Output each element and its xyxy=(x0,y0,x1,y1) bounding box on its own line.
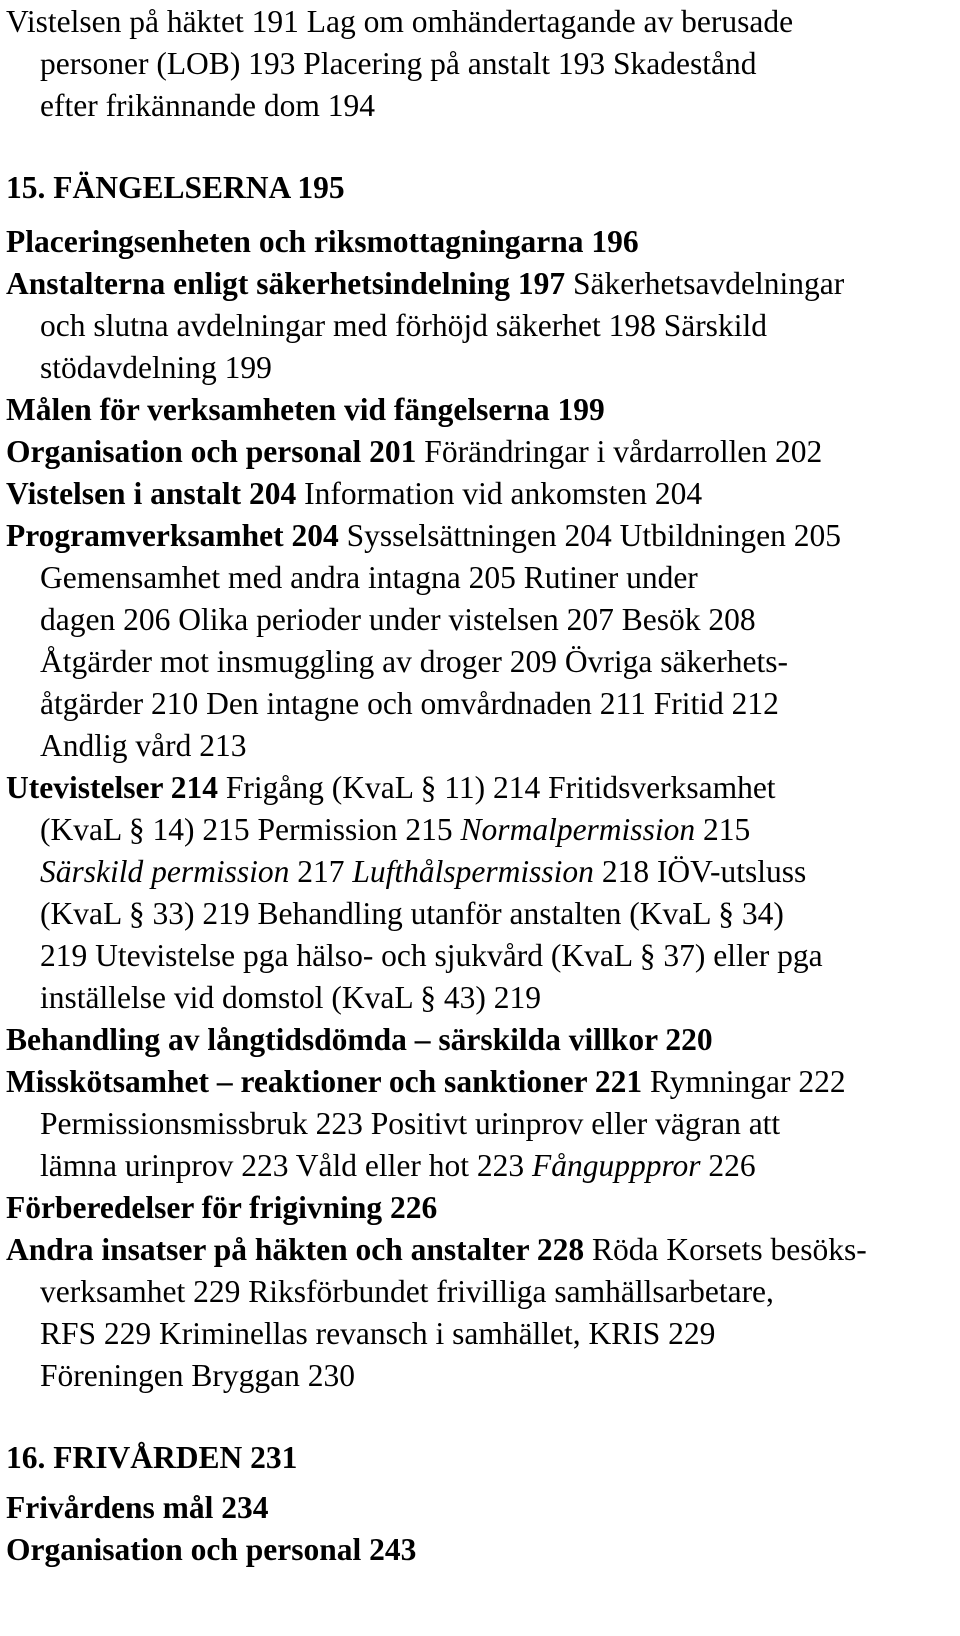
toc-text: (KvaL § 14) 215 Permission 215 xyxy=(40,812,461,847)
toc-entry-line xyxy=(6,474,702,514)
toc-heading-text: Misskötsamhet – reaktioner och sanktioner 221 xyxy=(6,1064,643,1099)
toc-text: Permissionsmissbruk 223 Positivt urinprov eller vägran att xyxy=(40,1106,781,1141)
toc-continuation-line xyxy=(40,1146,756,1186)
toc-italic-text: Fångupppror xyxy=(531,1148,701,1183)
toc-continuation-line xyxy=(40,642,788,682)
toc-text: 217 xyxy=(289,854,353,889)
toc-text: personer (LOB) 193 Placering på anstalt 193 Skadestånd xyxy=(40,46,757,81)
toc-heading-text: Förberedelser för frigivning 226 xyxy=(6,1190,438,1225)
toc-entry-line xyxy=(6,768,776,808)
toc-entry-line xyxy=(6,1438,297,1478)
toc-entry-line xyxy=(6,168,345,208)
toc-continuation-line xyxy=(40,852,806,892)
toc-text: och slutna avdelningar med förhöjd säkerhet 198 Särskild xyxy=(40,308,767,343)
toc-heading-text: Vistelsen i anstalt 204 xyxy=(6,476,297,511)
toc-entry-line xyxy=(6,1020,713,1060)
toc-heading-text: 16. FRIVÅRDEN 231 xyxy=(6,1440,298,1475)
toc-heading-text: Utevistelser 214 xyxy=(6,770,218,805)
toc-text: Åtgärder mot insmuggling av droger 209 Övriga säkerhets- xyxy=(40,644,788,679)
toc-continuation-line xyxy=(40,894,784,934)
toc-continuation-line xyxy=(40,1356,355,1396)
toc-continuation-line xyxy=(40,978,541,1018)
toc-text: Information vid ankomsten 204 xyxy=(296,476,703,511)
toc-entry-line xyxy=(6,1062,846,1102)
toc-text: (KvaL § 33) 219 Behandling utanför anstalten (KvaL § 34) xyxy=(40,896,784,931)
toc-continuation-line xyxy=(40,1314,715,1354)
toc-text: Sysselsättningen 204 Utbildningen 205 xyxy=(338,518,841,553)
toc-text: Lag om omhändertagande av berusade xyxy=(298,4,794,39)
toc-continuation-line xyxy=(40,726,246,766)
toc-heading-text: Placeringsenheten och riksmottagningarna 196 xyxy=(6,224,639,259)
toc-heading-text: Andra insatser på häkten och anstalter 228 xyxy=(6,1232,585,1267)
toc-continuation-line xyxy=(40,1272,774,1312)
toc-heading-text: Programverksamhet 204 xyxy=(6,518,339,553)
toc-text: stödavdelning 199 xyxy=(40,350,272,385)
toc-text: Förändringar i vårdarrollen 202 xyxy=(416,434,823,469)
toc-text: 218 IÖV-utsluss xyxy=(593,854,807,889)
toc-text: 215 xyxy=(695,812,751,847)
toc-continuation-line xyxy=(40,600,756,640)
toc-entry-line xyxy=(6,222,639,262)
toc-text: Rymningar 222 xyxy=(642,1064,846,1099)
toc-text: Röda Korsets besöks- xyxy=(584,1232,867,1267)
toc-continuation-line xyxy=(40,306,767,346)
toc-entry-line xyxy=(6,516,841,556)
toc-entry-line xyxy=(6,264,844,304)
toc-text: Säkerhetsavdelningar xyxy=(565,266,845,301)
toc-heading-text: Anstalterna enligt säkerhetsindelning 197 xyxy=(6,266,566,301)
toc-continuation-line xyxy=(40,936,823,976)
toc-text: dagen 206 Olika perioder under vistelsen 207 Besök 208 xyxy=(40,602,756,637)
toc-continuation-line xyxy=(40,1104,780,1144)
toc-text: 219 Utevistelse pga hälso- och sjukvård (KvaL § 37) eller pga xyxy=(40,938,823,973)
toc-text: Andlig vård 213 xyxy=(40,728,247,763)
toc-text: Gemensamhet med andra intagna 205 Rutiner under xyxy=(40,560,698,595)
toc-continuation-line xyxy=(40,86,375,126)
toc-entry-line xyxy=(6,1188,437,1228)
toc-entry-line xyxy=(6,1230,867,1270)
toc-heading-text: Behandling av långtidsdömda – särskilda villkor 220 xyxy=(6,1022,713,1057)
toc-entry-line xyxy=(6,1488,268,1528)
toc-text: Vistelsen på häktet 191 xyxy=(6,4,299,39)
toc-text: Föreningen Bryggan 230 xyxy=(40,1358,355,1393)
toc-continuation-line xyxy=(40,558,698,598)
toc-entry-line xyxy=(6,432,822,472)
toc-continuation-line xyxy=(40,44,756,84)
toc-italic-text: Särskild permission xyxy=(40,854,290,889)
toc-heading-text: Organisation och personal 243 xyxy=(6,1532,417,1567)
toc-entry-line xyxy=(6,1530,416,1570)
toc-heading-text: Organisation och personal 201 xyxy=(6,434,417,469)
toc-heading-text: Målen för verksamheten vid fängelserna 199 xyxy=(6,392,605,427)
toc-italic-text: Normalpermission xyxy=(460,812,696,847)
toc-text: efter frikännande dom 194 xyxy=(40,88,375,123)
toc-heading-text: Frivårdens mål 234 xyxy=(6,1490,269,1525)
toc-text: inställelse vid domstol (KvaL § 43) 219 xyxy=(40,980,542,1015)
toc-continuation-line xyxy=(40,348,272,388)
toc-text: Frigång (KvaL § 11) 214 Fritidsverksamhet xyxy=(217,770,776,805)
toc-text: åtgärder 210 Den intagne och omvårdnaden 211 Fritid 212 xyxy=(40,686,779,721)
toc-heading-text: 15. FÄNGELSERNA 195 xyxy=(6,170,345,205)
toc-text: verksamhet 229 Riksförbundet frivilliga samhällsarbetare, xyxy=(40,1274,774,1309)
toc-text: lämna urinprov 223 Våld eller hot 223 xyxy=(40,1148,532,1183)
toc-entry-line xyxy=(6,390,605,430)
toc-entry-line xyxy=(6,2,793,42)
toc-text: 226 xyxy=(700,1148,756,1183)
toc-continuation-line xyxy=(40,684,779,724)
toc-text: RFS 229 Kriminellas revansch i samhället, KRIS 229 xyxy=(40,1316,716,1351)
toc-continuation-line xyxy=(40,810,750,850)
toc-italic-text: Lufthålspermission xyxy=(352,854,594,889)
